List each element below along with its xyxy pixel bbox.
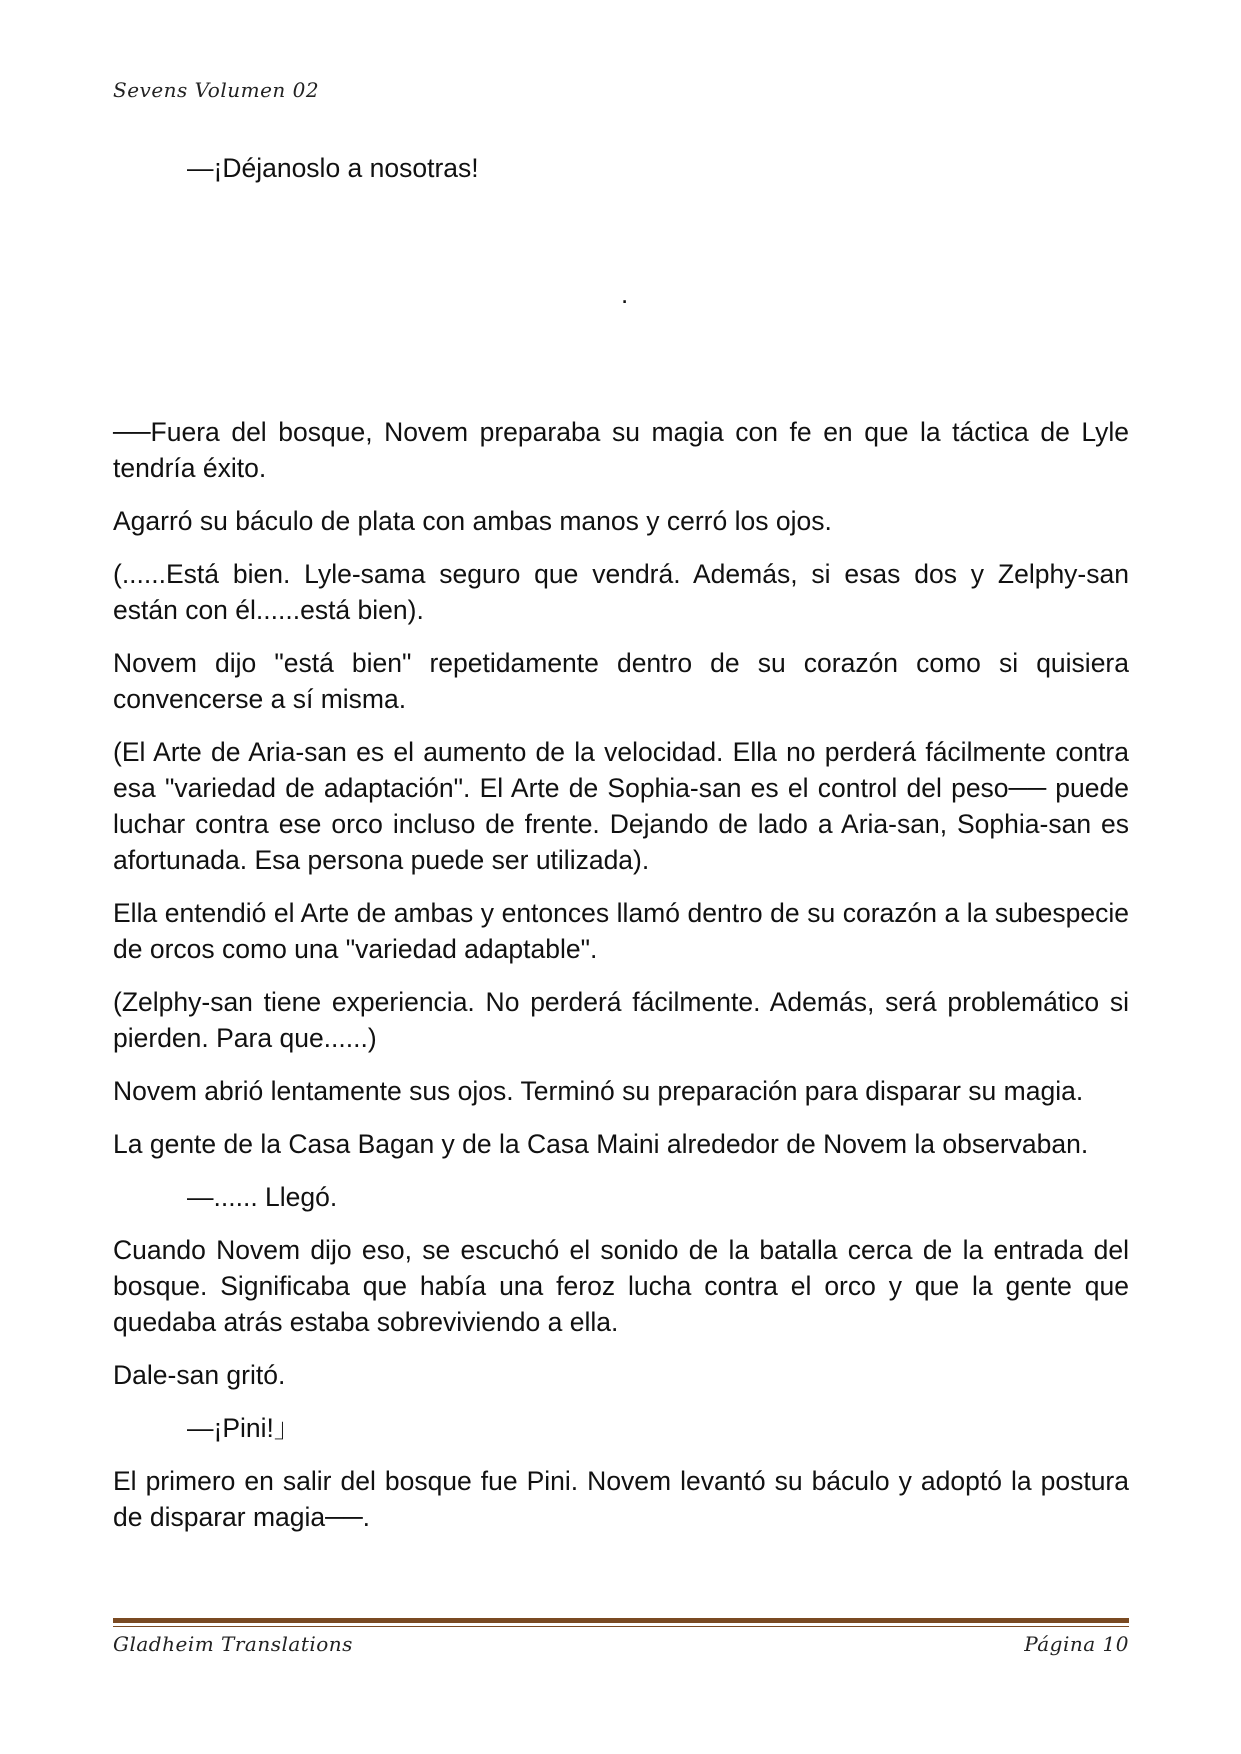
paragraph: La gente de la Casa Bagan y de la Casa Maini alrededor de Novem la observaban. <box>113 1129 1089 1159</box>
dialogue-line: —¡Déjanoslo a nosotras! <box>187 153 479 183</box>
paragraph: Dale-san gritó. <box>113 1360 286 1390</box>
footer-rule-thick <box>113 1618 1129 1623</box>
paragraph: Novem dijo "está bien" repetidamente dentro de su corazón como si quisiera convencerse a sí misma. <box>113 648 1129 714</box>
paragraph: (......Está bien. Lyle-sama seguro que vendrá. Además, si esas dos y Zelphy-san están con él......está bien). <box>113 559 1129 625</box>
footer-credit: Gladheim Translations <box>113 1632 353 1656</box>
paragraph: (El Arte de Aria-san es el aumento de la velocidad. Ella no perderá fácilmente contra esa "variedad de adaptación". El Arte de Sophia-san es el control del peso── puede luchar contra ese orco incluso de frente. Dejando de lado a Aria-san, Sophia-san es afortunada. Esa persona puede ser utilizada). <box>113 737 1129 875</box>
page-body <box>113 150 1129 1552</box>
paragraph: Agarró su báculo de plata con ambas manos y cerró los ojos. <box>113 506 832 536</box>
paragraph: Ella entendió el Arte de ambas y entonces llamó dentro de su corazón a la subespecie de orcos como una "variedad adaptable". <box>113 898 1129 964</box>
separator-dot: . <box>621 279 629 309</box>
paragraph: (Zelphy-san tiene experiencia. No perderá fácilmente. Además, será problemático si pierden. Para que......) <box>113 987 1129 1053</box>
paragraph: El primero en salir del bosque fue Pini. Novem levantó su báculo y adoptó la postura de disparar magia──. <box>113 1466 1129 1532</box>
footer-rule-thin <box>113 1626 1129 1627</box>
dialogue-line: —¡Pini!」 <box>187 1413 301 1443</box>
paragraph: ──Fuera del bosque, Novem preparaba su magia con fe en que la táctica de Lyle tendría éxito. <box>113 417 1129 483</box>
scene-separator <box>113 203 1129 414</box>
paragraph: Novem abrió lentamente sus ojos. Terminó su preparación para disparar su magia. <box>113 1076 1084 1106</box>
page-number: Página 10 <box>1024 1632 1129 1656</box>
dialogue-line: —...... Llegó. <box>187 1182 338 1212</box>
page-header-title: Sevens Volumen 02 <box>113 78 320 102</box>
paragraph: Cuando Novem dijo eso, se escuchó el sonido de la batalla cerca de la entrada del bosque. Significaba que había una feroz lucha contra el orco y que la gente que quedaba atrás estaba sobreviviendo a ella. <box>113 1235 1129 1337</box>
